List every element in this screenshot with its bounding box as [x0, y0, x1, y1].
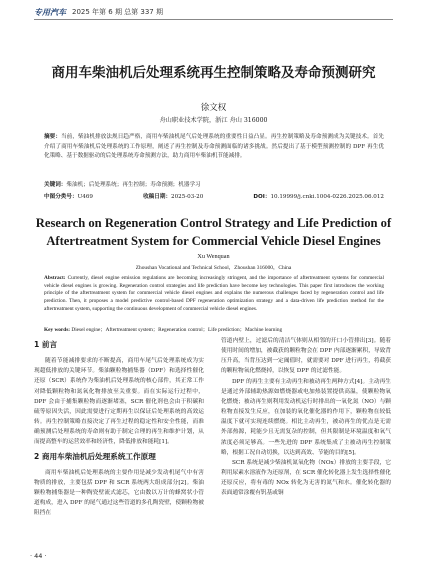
clc-label: 中图分类号： — [44, 194, 78, 200]
issue-info: 2025 年第 6 期 总第 337 期 — [72, 8, 163, 16]
abstract-en-text: Currently, diesel engine emission regulations are becoming increasingly stringent, and the importance of aftertreatment systems for commercial vehicle diesel engines is growing. Regeneration control strategies and life prediction have become key technologies. This paper first introduces the working principle of the aftertreatment system for commercial vehicle diesel engines and explains the numerous challenges faced by regeneration control and life prediction. Then, it proposes a model predictive control-based DPF regeneration optimization strategy and a data-driven life prediction method for the aftertreatment system, supporting the continuous development of commercial vehicle diesel engines. — [44, 275, 384, 312]
keywords-en-text: Diesel engine；Aftertreatment system；Regeneration control；Life prediction；Machine learning — [71, 327, 283, 333]
body-paragraph: SCR 系统是减少柴油机氮氧化物（NOx）排放的主要手段，它利用尿素水溶液作为还原剂，在 SCR 催化转化器上发生选择性催化还原反应，将有毒的 NOx 转化为无害的氮气和水。催化转化器的表面通常涂覆有钒基或铜 — [221, 459, 391, 497]
body-paragraph: 管道内壁上，过滤后的清洁气体则从相邻的开口小管排出[3]。随着使用时间的增加，被截获的颗粒物会在 DPF 内部逐渐累积，导致背压升高，当背压达到一定阈值时，就需要对 DPF 进行再生，将截获的颗粒物氧化燃烧掉，以恢复 DPF 的过滤性能。 — [221, 338, 391, 375]
journal-header — [34, 6, 163, 18]
journal-logo: 专用汽车 — [34, 7, 66, 17]
keywords-cn-label: 关键词： — [44, 182, 67, 188]
article-meta — [44, 192, 384, 200]
body-column-right — [221, 336, 391, 499]
header-rule — [34, 19, 393, 20]
keywords-cn-text: 柴油机；后处理系统；再生控制；寿命预测；机器学习 — [66, 182, 201, 188]
keywords-cn — [44, 180, 384, 188]
date-label: 收稿日期： — [143, 194, 172, 200]
section-heading-working-principle: 2 商用车柴油机后处理系统工作原理 — [34, 451, 156, 461]
author-cn: 徐文权 — [200, 103, 227, 113]
section-heading-introduction: 1 前言 — [34, 340, 58, 349]
abstract-en-label: Abstract: — [44, 275, 66, 281]
page-number: · 44 · — [30, 552, 47, 560]
abstract-en — [44, 275, 384, 314]
doi-label: DOI： — [253, 194, 271, 200]
abstract-cn — [44, 133, 384, 162]
affiliation-en: Zhoushan Vocational and Technical School，Zhoushan 316000，China — [135, 265, 292, 271]
body-paragraph: DPF 的再生主要有主动再生和被动再生两种方式[4]。主动再生是通过外部辅助热源如燃烧器或电加热装置提供高温，使颗粒物氧化燃烧；被动再生则利用发动机运行时排出的一氧化氮（NO）与颗粒物直接发生反应，在加装的氧化催化器的作用下，颗粒物在较低温度下就可实现连续燃烧。相比主动再生，被动再生的优点是无需外部热源，耗能少且无需复杂的控制，但其限制是环境温度和氧气浓度必须足够高。一些先进的 DPF 系统集成了主被动再生控制策略，根据工况自动切换，以达到高效、节能的目的[5]。 — [221, 378, 391, 456]
body-column-left — [34, 336, 204, 519]
abstract-cn-label: 摘要： — [44, 134, 62, 140]
article-title-en: Research on Regeneration Control Strategy and Life Prediction of Aftertreatment System for Commercial Vehicle Diesel Engines — [35, 216, 392, 248]
keywords-en — [44, 325, 384, 333]
keywords-en-label: Key words: — [44, 327, 71, 333]
received-date-field — [143, 192, 203, 200]
date-value: 2025-03-20 — [171, 194, 204, 200]
clc-field — [44, 192, 93, 200]
clc-value: U469 — [77, 194, 93, 200]
body-paragraph: 随着节能减排要求的不断提高，商用车尾气后处理系统成为实现超低排放的关键环节。柴油颗粒物捕集器（DPF）和选择性催化还原（SCR）系统作为柴油机后处理系统的核心部件，其正常工作对降低颗粒物和氮氧化物排放至关重要。而在实际运行过程中，DPF 会由于捕集颗粒物而逐渐堵塞，SCR 催化剂也会由于积碳和硫等原因失活，因此需要进行定期再生以保证后处理系统的高效运转。再生控制策略直接决定了再生过程的稳定性和安全性能，而准确预测后处理系统的寿命则有助于制定合理的再生和维护计划，从而提高整车的运营效率和经济性，降低排放和能耗[1]。 — [34, 358, 204, 446]
author-en: Xu Wenquan — [197, 253, 230, 260]
doi-value: 10.19999/j.cnki.1004-0226.2025.06.012 — [270, 194, 384, 200]
article-title-cn: 商用车柴油机后处理系统再生控制策略及寿命预测研究 — [51, 65, 376, 81]
affiliation-cn: 舟山职业技术学院，浙江 舟山 316000 — [159, 117, 268, 124]
body-paragraph: 商用车柴油机后处理系统的主要作用是减少发动机尾气中有害物质的排放，主要包括 DPF 和 SCR 系统两大组成部分[2]。柴油颗粒物捕集器是一种陶瓷壁流式滤芯，它由数以万计的蜂窝状小管道构成，进入 DPF 的尾气通过这些管道的多孔陶瓷壁，使颗粒物被阻挡在 — [34, 469, 204, 517]
doi-field — [253, 192, 384, 200]
abstract-cn-text: 当前，柴油机排放法规日趋严格，商用车柴油机尾气后处理系统的重要性日益凸显。再生控制策略及寿命预测成为关键技术。首先介绍了商用车柴油机后处理系统的工作原理，阐述了再生控制及寿命预测面临的诸多挑战。然后提出了基于模型预测控制的 DPF 再生优化策略、基于数据驱动的后处理系统寿命预测方法，助力商用车柴油机节能减排。 — [44, 134, 384, 160]
